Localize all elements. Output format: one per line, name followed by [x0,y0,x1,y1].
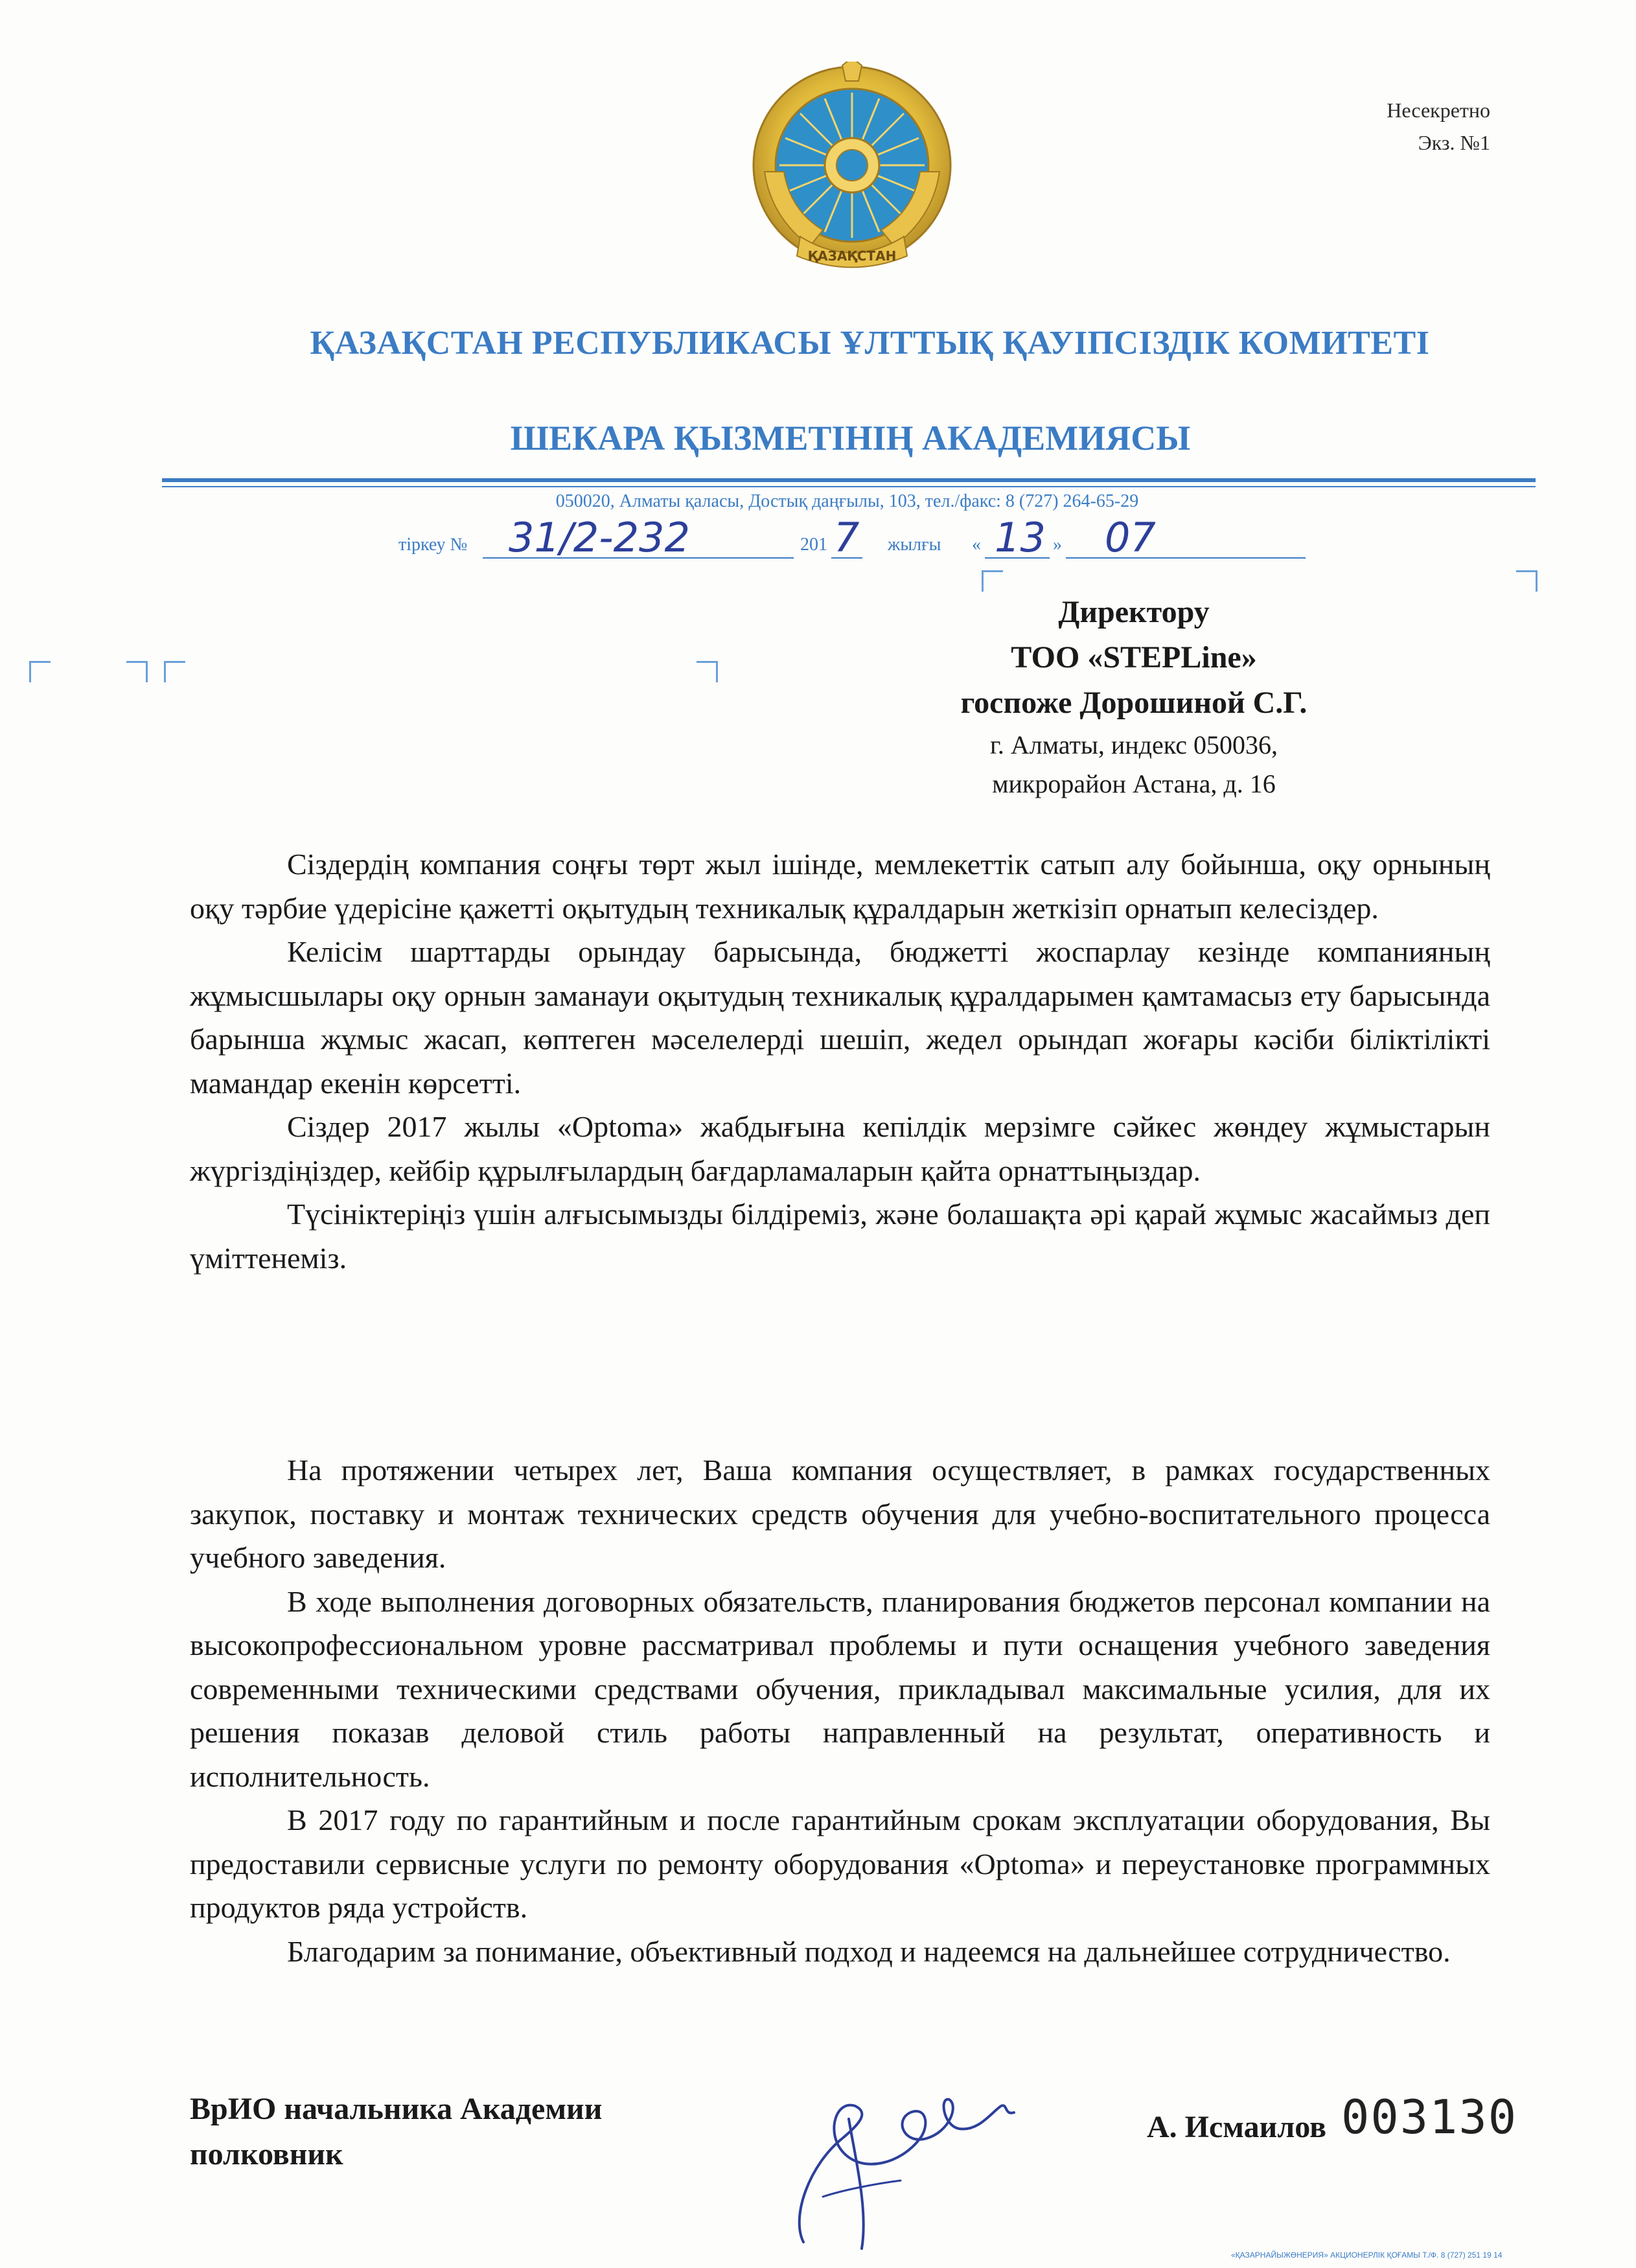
addressee-name: госпоже Дорошиной С.Г. [960,686,1308,720]
registration-number: 31/2-232 [509,514,690,561]
month-underline [1066,557,1306,559]
addressee-company: ТОО «STEPLine» [1011,640,1257,675]
signatory-position-line: ВрИО начальника Академии [190,2092,603,2126]
window-corner-mark [126,661,148,682]
addressee-title: Директору [1058,595,1210,629]
addressee-city: г. Алматы, индекс 050036, [990,730,1278,759]
year-label: жылғы [888,535,941,555]
copy-number: Экз. №1 [1418,131,1490,154]
date-quote-open: « [972,535,981,555]
state-emblem-icon [745,62,959,275]
serial-stamp-number: 003130 [1341,2090,1518,2144]
organization-address: 050020, Алматы қаласы, Достық даңғылы, 103, тел./факс: 8 (727) 264-65-29 [555,491,1139,511]
letter-body-kazakh [190,842,1490,1280]
paragraph: На протяжении четырех лет, Ваша компания осуществляет, в рамках государственных закупок, поставку и монтаж технических средств обучения для учебно-воспитательного процесса учебного заведения. [190,1453,1490,1574]
emblem-banner-text: ҚАЗАҚСТАН [807,248,897,264]
paragraph: Благодарим за понимание, объективный подход и надеемся на дальнейшее сотрудничество. [287,1934,1451,1968]
printer-imprint: «ҚАЗАРНАЙЫЖӨНЕРИЯ» АКЦИОНЕРЛІК ҚОҒАМЫ Т./Ф. 8 (727) 251 19 14 [1231,2251,1503,2260]
year-prefix: 201 [800,535,827,555]
window-corner-mark [164,661,185,682]
paragraph: Сіздердің компания соңғы төрт жыл ішінде, мемлекеттік сатып алу бойынша, оқу орнының оқу тәрбие үдерісіне қажетті оқытудың техникалық құралдарын жеткізіп орнатып келесіздер. [190,848,1490,925]
signer-name: А. Исмаилов [1147,2110,1326,2144]
addressee-street: микрорайон Астана, д. 16 [992,769,1276,798]
classification-block [1296,94,1490,159]
window-corner-mark [29,661,51,682]
addressee-block [842,590,1425,804]
organization-name: ҚАЗАҚСТАН РЕСПУБЛИКАСЫ ҰЛТТЫҚ ҚАУІПСІЗДІК КОМИТЕТІ [310,325,1430,362]
signatory-position [190,2087,602,2177]
year-digit: 7 [834,514,860,561]
paragraph: Түсініктеріңіз үшін алғысымызды білдіреміз, және болашақта әрі қарай жұмыс жасаймыз деп үміттенеміз. [190,1198,1490,1275]
paragraph: В ходе выполнения договорных обязательств, планирования бюджетов персонал компании на высокопрофессиональном уровне рассматривал проблемы и пути оснащения учебного заведения современными техническими средствами обучения, прикладывал максимальные усилия, для их решения показав деловой стиль работы направленный на результат, оперативность и исполнительность. [190,1584,1490,1793]
signatory-rank: полковник [190,2137,343,2171]
window-corner-mark [697,661,718,682]
window-corner-mark [982,570,1003,592]
academy-name: ШЕКАРА ҚЫЗМЕТІНІҢ АКАДЕМИЯСЫ [510,419,1191,457]
handwritten-signature [765,2067,1037,2262]
paragraph: Келісім шарттарды орындау барысында, бюджетті жоспарлау кезінде компанияның жұмысшылары оқу орнын заманауи оқытудың техникалық құралдарымен қамтамасыз ету барысында барынша жұмыс жасап, көптеген мәселелерді шешіп, жедел орындап жоғары кәсіби біліктілікті мамандар екенін көрсетті. [190,935,1490,1100]
registration-label: тіркеу № [398,535,468,555]
registration-day: 13 [995,514,1046,561]
date-quote-close: » [1053,535,1062,555]
window-corner-mark [1516,570,1538,592]
paragraph: В 2017 году по гарантийным и после гарантийным срокам эксплуатации оборудования, Вы предоставили сервисные услуги по ремонту оборудования «Optoma» и переустановке программных продуктов ряда устройств. [190,1803,1490,1924]
letterhead-divider [162,478,1536,482]
letterhead-divider-thin [162,486,1536,487]
paragraph: Сіздер 2017 жылы «Optoma» жабдығына кепілдік мерзімге сәйкес жөндеу жұмыстарын жүргіздіңіздер, кейбір құрылғылардың бағдарламаларын қайта орнаттыңыздар. [190,1110,1490,1187]
letter-body-russian [190,1448,1490,1973]
classification-label: Несекретно [1387,98,1490,122]
registration-month: 07 [1105,514,1156,561]
